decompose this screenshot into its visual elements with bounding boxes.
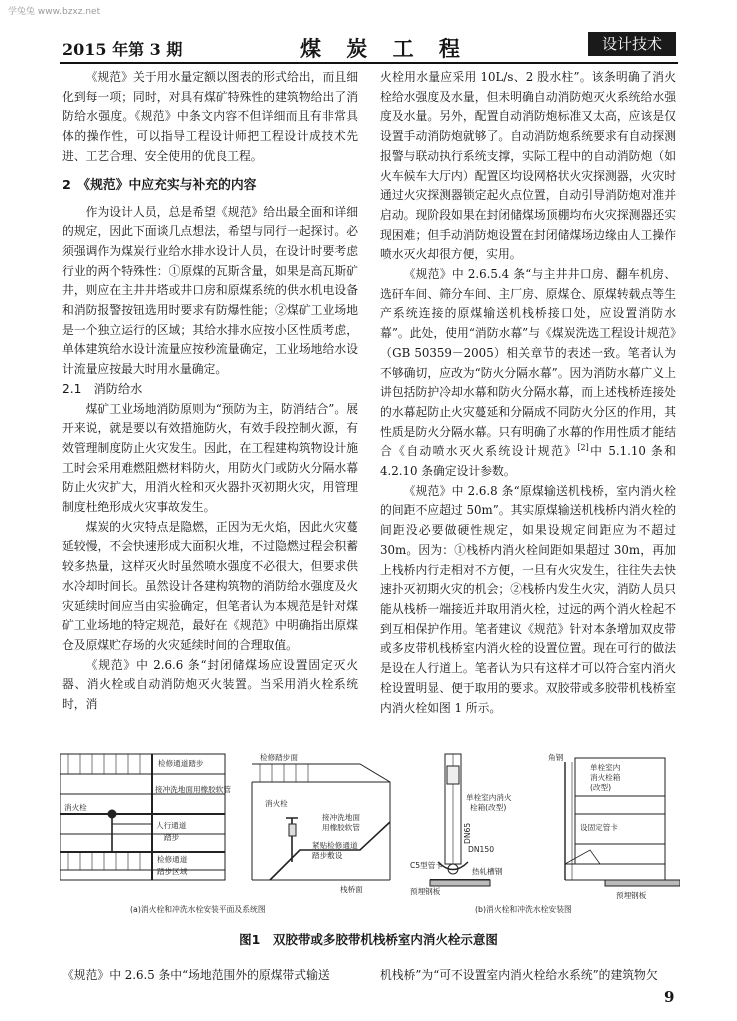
label: 接冲洗地面用橡胶软管: [155, 785, 231, 794]
label: 预埋钢板: [410, 887, 441, 896]
label: DN150: [468, 845, 495, 854]
iso-walkway-outline: [252, 764, 390, 880]
right-column: [380, 68, 676, 718]
paragraph: 火栓用水量应采用 10L/s、2 股水柱”。该条明确了消火栓给水强度及水量，但未明确自动消防炮灭火系统给水强度及水量。另外，配置自动消防炮标准又太高，应该是仅设置手动消防炮就够了。自动消防炮系统要求有自动探测报警与联动执行系统支撑，实际工程中的自动消防炮（如火车候车大厅内）配置区均设网格状火灾探测器，火灾时通过火灾探测器锁定起火点位置，自动引导消防炮对准并启动。现阶段如果在封闭储煤场顶棚均布火灾探测器还实现困难；但手动消防炮设置在封闭储煤场边缘由人工操作喷水灭火却很方便，实用。: [380, 70, 676, 262]
label: 栈桥面: [340, 885, 363, 894]
label: 人行通道: [156, 821, 187, 830]
label: 预埋钢板: [616, 891, 647, 900]
figure-1-drawing: [60, 752, 680, 917]
paragraph-text: 中 5.1.10 条和 4.2.10 条确定设计参数。: [380, 444, 676, 479]
issue-label: 2015 年第 3 期: [62, 40, 183, 59]
paragraph: 煤矿工业场地消防原则为“预防为主，防消结合”。展开来说，就是要以有效措施防火，有效手段控制火源，有效管理制度防止火灾发生。因此，在工程建构筑物设计施工时会采用难燃阻燃材料防火，用防火门或防火分隔水幕防止火灾扩大，用消火栓和灭火器扑灭初期火灾，用管理制度杜绝形成火灾事故发生。: [62, 401, 358, 515]
label: 栓箱(改型): [470, 803, 507, 812]
label: 检修通道踏步: [158, 759, 204, 768]
label: 紧贴检修通道: [312, 841, 358, 850]
header-rule: [60, 62, 678, 64]
bottom-right-line: 机栈桥”为“可不设置室内消火栓给水系统”的建筑物欠: [380, 968, 658, 982]
page-number: 9: [664, 988, 675, 1006]
label: (改型): [590, 783, 612, 792]
label: 接冲洗地面: [322, 813, 360, 822]
plan-frame: [60, 754, 225, 880]
label: 用橡胶软管: [322, 823, 360, 832]
left-column: [62, 68, 358, 715]
label: 角钢: [548, 753, 564, 762]
label: DN65: [463, 822, 472, 844]
figure-1: [60, 752, 680, 917]
section-2-heading: 2 《规范》中应充实与补充的内容: [62, 177, 257, 193]
section-badge: 设计技术: [588, 32, 676, 56]
paragraph: 《规范》中 2.6.8 条“原煤输送机栈桥，室内消火栓的间距不应超过 50m”。其实原煤输送机栈桥内消火栓的间距没必要做硬性规定，如果设规定间距应为不超过 30m。因为：①栈桥内消火栓间距如果超过 30m，再加上栈桥内行走相对不方便，一旦有火灾发生，往往失去快速扑灭初期火灾的机会；②栈桥内发生火灾，消防人员只能从栈桥一端接近并取用消火栓，过远的两个消火栓起不到互相保护作用。笔者建议《规范》针对本条增加双皮带或多皮带机栈桥室内消火栓的设置位置。现在可行的做法是设在人行道上。笔者认为只有这样才可以符合室内消火栓设置明显、便于取用的要求。双胶带或多胶带机栈桥室内消火栓如图 1 所示。: [380, 483, 676, 715]
label: 热轧槽钢: [472, 867, 503, 876]
journal-title: 煤 炭 工 程: [300, 36, 469, 61]
figure-caption: 图1 双胶带或多胶带机栈桥室内消火栓示意图: [239, 932, 498, 947]
paragraph: 《规范》中 2.6.6 条“封闭储煤场应设置固定灭火器、消火栓或自动消防炮灭火装置。当采用消火栓系统时，消: [62, 657, 358, 712]
label: 检修踏步面: [260, 753, 298, 762]
intro-paragraph: 《规范》关于用水量定额以图表的形式给出，而且细化到每一项；同时，对具有煤矿特殊性的建筑物给出了消防给水强度。《规范》中条文内容不但详细而且有非常具体的操作性，可以指导工程设计师把工程设计成技术先进、工艺合理、安全使用的优良工程。: [62, 70, 358, 163]
label: 单栓室内消火: [466, 793, 512, 802]
citation-ref: [2]: [577, 443, 589, 453]
paragraph: 煤炭的火灾特点是隐燃，正因为无火焰，因此火灾蔓延较慢，不会快速形成大面积火堆，不过隐燃过程会积蓄较多热量，这样灭火时虽然喷水强度不必很大，但要求供水冷却时间长。虽然设计各建构筑物的消防给水强度及火灾延续时间应当由实验确定，但笔者认为本规范是针对煤矿工业场地的特定规范，最好在《规范》中明确指出原煤仓及原煤贮存场的火灾延续时间的合理取值。: [62, 519, 358, 652]
subfigure-b-caption: (b)消火栓和冲洗水栓安装图: [475, 905, 572, 914]
label: 消火栓: [265, 799, 288, 808]
watermark: 学兔兔 www.bzxz.net: [8, 7, 101, 17]
label: 踏步: [164, 833, 180, 842]
subfigure-a-caption: (a)消火栓和冲洗水栓安装平面及系统图: [130, 905, 266, 914]
label: 踏步区域: [157, 867, 188, 876]
paragraph-text: 《规范》中 2.6.5.4 条“与主井井口房、翻车机房、选矸车间、筛分车间、主厂房、原煤仓、原煤转载点等生产系统连接的原煤输送机栈桥接口处，应设置消防水幕”。此处，使用“消防水幕”与《煤炭洗选工程设计规范》（GB 50359－2005）相关章节的表述一致。笔者认为不够确切，应改为“防火分隔水幕”。因为消防水幕广义上讲包括防护冷却水幕和防火分隔水幕，而上述栈桥连接处的水幕起防止火灾蔓延和分隔成不同防火分区的作用，其性质是防火分隔水幕。只有明确了水幕的作用性质才能结合《自动喷水灭火系统设计规范》: [380, 267, 676, 459]
label: 消火栓: [64, 803, 87, 812]
label: C5型管卡: [410, 861, 443, 870]
label: 消火栓箱: [590, 773, 621, 782]
subsection-2-1-heading: 2.1 消防给水: [62, 381, 143, 396]
label: 设固定管卡: [580, 823, 618, 832]
label: 单栓室内: [590, 763, 621, 772]
paragraph: 作为设计人员，总是希望《规范》给出最全面和详细的规定，因此下面谈几点想法，希望与同行一起探讨。必须强调作为煤炭行业给水排水设计人员，在设计时要考虑行业的两个特殊性：①原煤的瓦斯含量，如果是高瓦斯矿井，则应在主井井塔或井口房和原煤系统的供水机电设备和消防报警按钮选用时要求有防爆性能；②煤矿工业场地是一个独立运行的区域；其给水排水应按小区性质考虑，单体建筑给水设计流量应按秒流量确定，工业场地给水设计流量应按最大时用水量确定。: [62, 204, 358, 377]
paragraph: [380, 265, 676, 482]
label: 踏步敷设: [312, 851, 343, 860]
bottom-left-line: 《规范》中 2.6.5 条中“场地范围外的原煤带式输送: [62, 968, 330, 982]
label: 检修通道: [157, 855, 188, 864]
